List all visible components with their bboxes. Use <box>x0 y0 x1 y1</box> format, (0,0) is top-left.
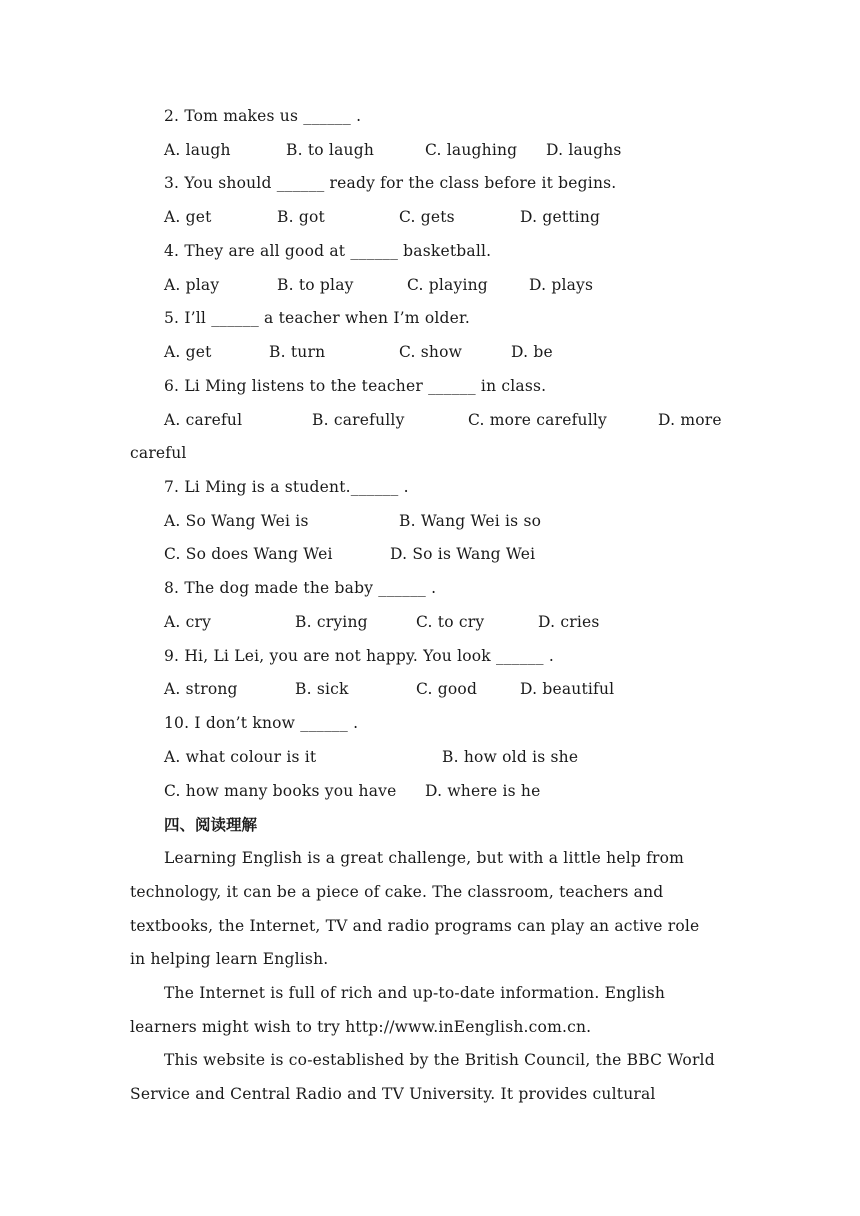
option-b: B. sick <box>295 680 349 698</box>
question-stem: 6. Li Ming listens to the teacher ______ in class. <box>164 377 547 395</box>
option-d: D. getting <box>520 208 601 226</box>
option-c: C. to cry <box>416 613 485 631</box>
option-d-wrap: careful <box>130 444 187 462</box>
option-d: D. be <box>511 343 553 361</box>
passage-line: learners might wish to try http://www.inEenglish.com.cn. <box>130 1018 592 1036</box>
option-a: A. cry <box>164 613 212 631</box>
option-c: C. playing <box>407 276 488 294</box>
option-a: A. strong <box>164 680 238 698</box>
passage-line: This website is co-established by the British Council, the BBC World <box>164 1051 715 1069</box>
option-c: C. good <box>416 680 478 698</box>
option-b: B. how old is she <box>442 748 579 766</box>
option-b: B. crying <box>295 613 368 631</box>
passage-line: technology, it can be a piece of cake. The classroom, teachers and <box>130 883 664 901</box>
option-d: D. more <box>658 411 722 429</box>
option-a: A. play <box>164 276 220 294</box>
option-b: B. to play <box>277 276 354 294</box>
option-b: B. got <box>277 208 325 226</box>
option-d: D. where is he <box>425 782 541 800</box>
passage-line: The Internet is full of rich and up-to-date information. English <box>164 984 666 1002</box>
passage-line: textbooks, the Internet, TV and radio programs can play an active role <box>130 917 700 935</box>
option-d: D. laughs <box>546 141 622 159</box>
option-d: D. So is Wang Wei <box>390 545 536 563</box>
question-stem: 5. I’ll ______ a teacher when I’m older. <box>164 309 471 327</box>
option-a: A. get <box>164 343 212 361</box>
option-d: D. beautiful <box>520 680 615 698</box>
question-stem: 2. Tom makes us ______ . <box>164 107 362 125</box>
question-stem: 9. Hi, Li Lei, you are not happy. You look ______ . <box>164 647 554 665</box>
option-c: C. gets <box>399 208 455 226</box>
option-c: C. show <box>399 343 463 361</box>
passage-line: Service and Central Radio and TV University. It provides cultural <box>130 1085 656 1103</box>
option-a: A. careful <box>164 411 243 429</box>
option-c: C. more carefully <box>468 411 607 429</box>
option-a: A. laugh <box>164 141 231 159</box>
question-stem: 8. The dog made the baby ______ . <box>164 579 437 597</box>
option-a: A. get <box>164 208 212 226</box>
option-d: D. cries <box>538 613 600 631</box>
option-a: A. what colour is it <box>164 748 317 766</box>
option-d: D. plays <box>529 276 594 294</box>
passage-line: Learning English is a great challenge, but with a little help from <box>164 849 685 867</box>
option-b: B. turn <box>269 343 326 361</box>
option-c: C. laughing <box>425 141 518 159</box>
option-c: C. So does Wang Wei <box>164 545 333 563</box>
option-b: B. carefully <box>312 411 405 429</box>
option-b: B. to laugh <box>286 141 375 159</box>
section-heading: 四、阅读理解 <box>164 816 258 834</box>
question-stem: 4. They are all good at ______ basketball. <box>164 242 492 260</box>
option-b: B. Wang Wei is so <box>399 512 542 530</box>
question-stem: 10. I don’t know ______ . <box>164 714 359 732</box>
option-c: C. how many books you have <box>164 782 397 800</box>
question-stem: 3. You should ______ ready for the class before it begins. <box>164 174 617 192</box>
passage-line: in helping learn English. <box>130 950 329 968</box>
question-stem: 7. Li Ming is a student.______ . <box>164 478 409 496</box>
option-a: A. So Wang Wei is <box>164 512 309 530</box>
